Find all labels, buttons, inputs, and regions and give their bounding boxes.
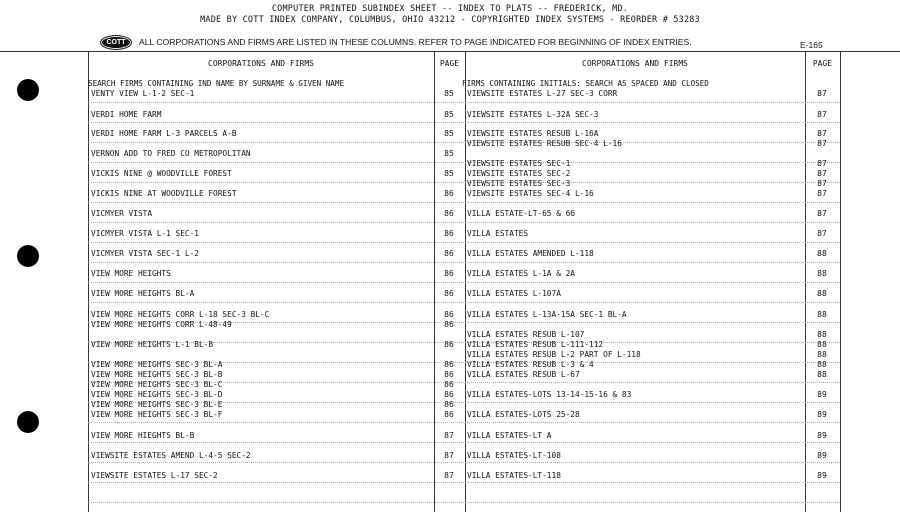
- left-entry-name: VIEW MORE HEIGHTS L-1 BL-B: [91, 340, 214, 349]
- left-entry-page: 86: [444, 249, 454, 258]
- left-entry-name: VICMYER VISTA: [91, 209, 153, 218]
- binder-hole: [17, 411, 39, 433]
- right-entry-name: VILLA ESTATES L-1A & 2A: [467, 269, 575, 278]
- right-entry-name: VILLA ESTATES RESUB L-67: [467, 370, 580, 379]
- row-rule: [88, 422, 840, 423]
- row-rule: [88, 162, 840, 163]
- left-entry-page: 85: [444, 149, 454, 158]
- row-rule: [88, 262, 840, 263]
- right-entry-page: 89: [817, 390, 827, 399]
- left-entry-page: 86: [444, 340, 454, 349]
- left-entry-name: VIEWSITE ESTATES L-17 SEC-2: [91, 471, 218, 480]
- right-entry-page: 87: [817, 139, 827, 148]
- left-entry-name: VIEW MORE HEIGHTS SEC-3 BL-B: [91, 370, 223, 379]
- right-entry-name: VIEWSITE ESTATES RESUB L-16A: [467, 129, 599, 138]
- right-entry-page: 87: [817, 189, 827, 198]
- left-entry-page: 87: [444, 451, 454, 460]
- row-rule: [88, 242, 840, 243]
- left-entry-page: 86: [444, 400, 454, 409]
- left-entry-name: VICKIS NINE AT WOODVILLE FOREST: [91, 189, 237, 198]
- row-rule: [88, 182, 840, 183]
- right-entry-page: 87: [817, 110, 827, 119]
- right-entry-page: 88: [817, 249, 827, 258]
- row-rule: [88, 482, 840, 483]
- binder-hole: [17, 245, 39, 267]
- header-line-2: MADE BY COTT INDEX COMPANY, COLUMBUS, OHIO 43212 - COPYRIGHTED INDEX SYSTEMS - REORDER # 53283: [200, 15, 700, 25]
- right-entry-name: VILLA ESTATES: [467, 229, 529, 238]
- row-rule: [88, 202, 840, 203]
- right-entry-name: VIEWSITE ESTATES SEC-2: [467, 169, 571, 178]
- left-entry-page: 85: [444, 110, 454, 119]
- right-entry-page: 88: [817, 340, 827, 349]
- right-entry-page: 89: [817, 471, 827, 480]
- right-entry-name: VILLA ESTATES RESUB L-3 & 4: [467, 360, 594, 369]
- row-rule: [88, 442, 840, 443]
- right-entry-name: VILLA ESTATES-LT-108: [467, 451, 561, 460]
- left-entry-name: VIEWSITE ESTATES AMEND L-4-5 SEC-2: [91, 451, 251, 460]
- right-entry-name: VILLA ESTATES-LT A: [467, 431, 552, 440]
- right-entry-name: VILLA ESTATES-LOTS 13-14-15-16 & 83: [467, 390, 632, 399]
- right-entry-name: VILLA ESTATES-LT-118: [467, 471, 561, 480]
- left-column-title: CORPORATIONS AND FIRMS: [208, 59, 314, 68]
- right-column-title: CORPORATIONS AND FIRMS: [582, 59, 688, 68]
- left-entry-page: 86: [444, 390, 454, 399]
- cott-logo: COTT: [100, 35, 132, 50]
- right-entry-name: VIEWSITE ESTATES SEC-4 L-16: [467, 189, 594, 198]
- left-entry-name: VICMYER VISTA L-1 SEC-1: [91, 229, 199, 238]
- right-entry-name: VIEWSITE ESTATES L-32A SEC-3: [467, 110, 599, 119]
- left-entry-page: 86: [444, 310, 454, 319]
- left-entry-name: VIEW MORE HEIGHTS BL-A: [91, 289, 195, 298]
- right-entry-name: VILLA ESTATES RESUB L-111-112: [467, 340, 604, 349]
- right-entry-page: 87: [817, 89, 827, 98]
- right-entry-page: 87: [817, 159, 827, 168]
- left-entry-name: VICMYER VISTA SEC-1 L-2: [91, 249, 199, 258]
- right-entry-name: VILLA ESTATES-LOTS 25-28: [467, 410, 580, 419]
- right-entry-name: VIEWSITE ESTATES SEC-1: [467, 159, 571, 168]
- left-entry-page: 86: [444, 410, 454, 419]
- sheet-number: E-165: [800, 40, 823, 50]
- left-entry-page: 86: [444, 380, 454, 389]
- left-entry-name: VERNON ADD TO FRED CO METROPOLITAN: [91, 149, 251, 158]
- row-rule: [88, 102, 840, 103]
- right-entry-page: 88: [817, 330, 827, 339]
- right-entry-page: 88: [817, 370, 827, 379]
- left-entry-page: 87: [444, 471, 454, 480]
- left-entry-page: 86: [444, 370, 454, 379]
- left-subheading: SEARCH FIRMS CONTAINING IND NAME BY SURNAME & GIVEN NAME: [88, 79, 345, 88]
- binder-hole: [17, 79, 39, 101]
- right-entry-page: 87: [817, 179, 827, 188]
- right-entry-name: VILLA ESTATES RESUB L-107: [467, 330, 585, 339]
- row-rule: [88, 122, 840, 123]
- left-entry-page: 86: [444, 189, 454, 198]
- left-entry-page: 85: [444, 89, 454, 98]
- right-entry-page: 89: [817, 410, 827, 419]
- notice-text: ALL CORPORATIONS AND FIRMS ARE LISTED IN THESE COLUMNS. REFER TO PAGE INDICATED FOR BEGINNING OF INDEX ENTRIES.: [139, 37, 692, 47]
- left-entry-name: VIEW MORE HEIGHTS SEC-3 BL-C: [91, 380, 223, 389]
- left-entry-name: VERDI HOME FARM: [91, 110, 162, 119]
- right-entry-page: 87: [817, 169, 827, 178]
- row-rule: [88, 302, 840, 303]
- left-entry-name: VIEW MORE HEIGHTS: [91, 269, 171, 278]
- left-entry-page: 85: [444, 169, 454, 178]
- top-rule: [0, 51, 900, 52]
- left-entry-page: 86: [444, 320, 454, 329]
- row-rule: [88, 502, 840, 503]
- right-entry-page: 88: [817, 289, 827, 298]
- right-entry-page: 88: [817, 269, 827, 278]
- right-entry-name: VILLA ESTATES L-107A: [467, 289, 561, 298]
- right-entry-page: 88: [817, 360, 827, 369]
- left-entry-name: VIEW MORE HEIGHTS SEC-3 BL-D: [91, 390, 223, 399]
- left-entry-name: VIEW MORE HEIGHTS CORR L-48-49: [91, 320, 232, 329]
- left-page-title: PAGE: [439, 59, 460, 68]
- right-entry-page: 87: [817, 129, 827, 138]
- row-rule: [88, 282, 840, 283]
- right-entry-page: 87: [817, 209, 827, 218]
- right-entry-name: VILLA ESTATES AMENDED L-118: [467, 249, 594, 258]
- left-entry-name: VIEW MORE HEIGHTS CORR L-18 SEC-3 BL-C: [91, 310, 270, 319]
- right-entry-name: VILLA ESTATES L-13A-15A SEC-1 BL-A: [467, 310, 627, 319]
- right-entry-name: VILLA ESTATES RESUB L-2 PART OF L-118: [467, 350, 641, 359]
- left-entry-page: 86: [444, 269, 454, 278]
- right-entry-page: 89: [817, 451, 827, 460]
- right-page-title: PAGE: [812, 59, 833, 68]
- left-entry-page: 85: [444, 129, 454, 138]
- right-entry-name: VIEWSITE ESTATES L-27 SEC-3 CORR: [467, 89, 618, 98]
- left-entry-page: 86: [444, 360, 454, 369]
- right-entry-page: 88: [817, 350, 827, 359]
- left-entry-name: VICKIS NINE @ WOODVILLE FOREST: [91, 169, 232, 178]
- left-entry-page: 86: [444, 209, 454, 218]
- header-line-1: COMPUTER PRINTED SUBINDEX SHEET -- INDEX TO PLATS -- FREDERICK, MD.: [271, 4, 629, 14]
- left-entry-name: VIEW MORE HEIGHTS SEC-3 BL-F: [91, 410, 223, 419]
- left-entry-name: VIEW MORE HEIGHTS SEC-3 BL-A: [91, 360, 223, 369]
- left-entry-page: 87: [444, 431, 454, 440]
- left-entry-page: 86: [444, 229, 454, 238]
- right-entry-page: 89: [817, 431, 827, 440]
- right-entry-name: VILLA ESTATE-LT-65 & 66: [467, 209, 575, 218]
- right-entry-name: VIEWSITE ESTATES RESUB SEC-4 L-16: [467, 139, 622, 148]
- right-entry-page: 87: [817, 229, 827, 238]
- row-rule: [88, 142, 840, 143]
- right-entry-page: 88: [817, 310, 827, 319]
- row-rule: [88, 462, 840, 463]
- right-margin-rule: [840, 52, 841, 512]
- right-subheading: FIRMS CONTAINING INITIALS: SEARCH AS SPACED AND CLOSED: [462, 79, 709, 88]
- left-entry-name: VENTY VIEW L-1-2 SEC-1: [91, 89, 195, 98]
- left-entry-name: VERDI HOME FARM L-3 PARCELS A-B: [91, 129, 237, 138]
- left-entry-name: VIEW MORE HEIGHTS SEC-3 BL-E: [91, 400, 223, 409]
- notice-line: [100, 35, 692, 49]
- row-rule: [88, 222, 840, 223]
- left-entry-page: 86: [444, 289, 454, 298]
- right-entry-name: VIEWSITE ESTATES SEC-3: [467, 179, 571, 188]
- left-entry-name: VIEW MORE HIEGHTS BL-B: [91, 431, 195, 440]
